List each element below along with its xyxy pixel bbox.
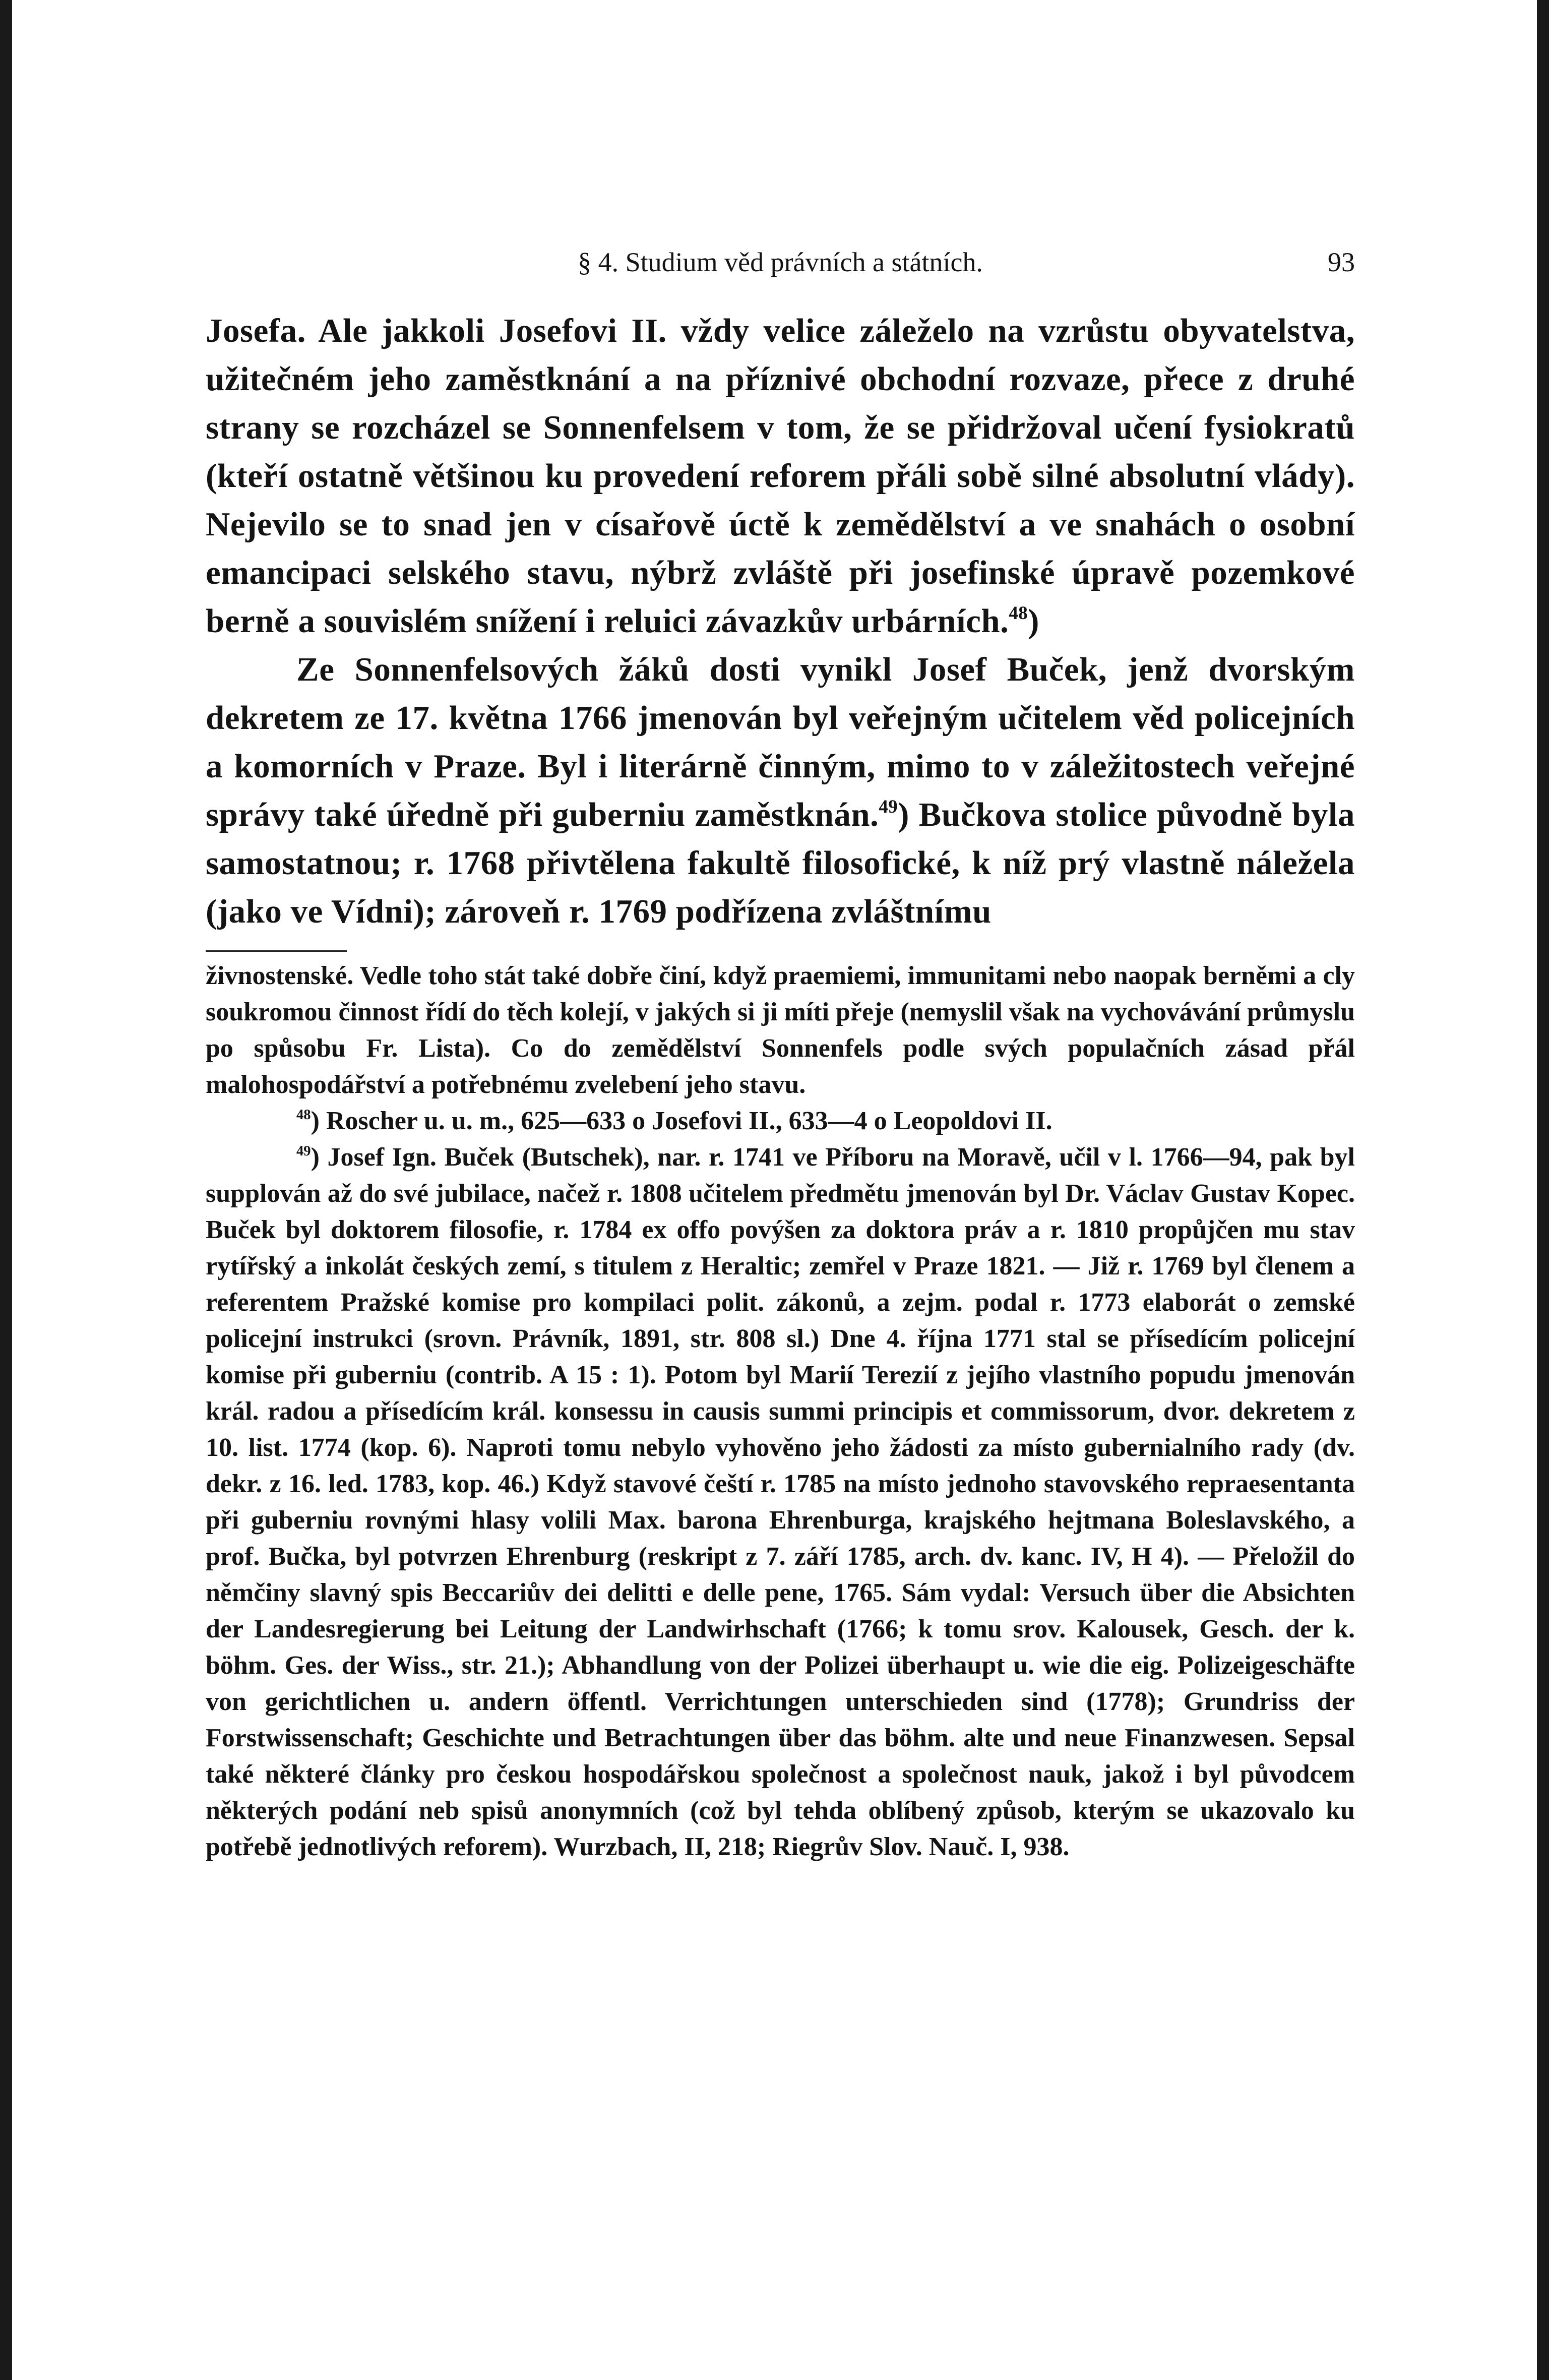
footnote-text: ) Josef Ign. Buček (Butschek), nar. r. 1741 ve Příboru na Moravě, učil v l. 1766—94, pak byl supplován až do své jubilace, načež r. 1808 učitelem předmětu jmenován byl Dr. Václav Gustav Kopec. Buček byl doktorem filosofie, r. 1784 ex offo povýšen za doktora práv a r. 1810 propůjčen mu stav rytířský a inkolát českých zemí, s titulem z Heraltic; zemřel v Praze 1821. — Již r. 1769 byl členem a referentem Pražské komise pro kompilaci polit. zákonů, a zejm. podal r. 1773 elaborát o zemské policejní instrukci (srovn. Právník, 1891, str. 808 sl.) Dne 4. října 1771 stal se přísedícím policejní komise při guberniu (contrib. A 15 : 1). Potom byl Marií Terezií z jejího vlastního popudu jmenován král. radou a přísedícím král. konsessu in causis summi principis et commissorum, dvor. dekretem z 10. list. 1774 (kop. 6). Naproti tomu nebylo vyhověno jeho žádosti za místo gubernialního rady (dv. dekr. z 16. led. 1783, kop. 46.) Když stavové čeští r. 1785 na místo jednoho stavovského repraesentanta při guberniu rovnými hlasy volili Max. barona Ehrenburga, krajského hejtmana Boleslavského, a prof. Bučka, byl potvrzen Ehrenburg (reskript z 7. září 1785, arch. dv. kanc. IV, H 4). — Přeložil do němčiny slavný spis Beccariův dei delitti e delle pene, 1765. Sám vydal: Versuch über die Absichten der Landesregierung bei Leitung der Landwirhschaft (1766; k tomu srov. Kalousek, Gesch. der k. böhm. Ges. der Wiss., str. 21.); Abhandlung von der Polizei überhaupt u. wie die eig. Polizeigeschäfte von gerichtlichen u. andern öffentl. Verrichtungen unterschieden sind (1778); Grundriss der Forstwissenschaft; Geschichte und Betrachtungen über das böhm. alte und neue Finanzwesen. Sepsal také některé články pro českou hospodářskou společnost a společnost nauk, jakož i byl původcem některých podání neb spisů anonymních (což byl tehda oblíbený způsob, kterým se ukazovalo ku potřebě jednotlivých reforem). Wurzbach, II, 218; Riegrův Slov. Nauč. I, 938. [206, 1143, 1355, 1861]
header-title: § 4. Studium věd právních a státních. [578, 247, 983, 277]
footnote-text: ) Roscher u. u. m., 625—633 o Josefovi II., 633—4 o Leopoldovi II. [311, 1107, 1052, 1135]
footnote-marker: 49 [296, 1143, 311, 1159]
footnote-ref: 49 [879, 796, 898, 817]
footnote-48 [206, 1103, 1355, 1139]
page-number: 93 [1328, 247, 1355, 277]
paragraph-text: Josefa. Ale jakkoli Josefovi II. vždy velice záleželo na vzrůstu obyvatelstva, užitečném jeho zaměstknání a na příznivé obchodní rozvaze, přece z druhé strany se rozcházel se Sonnenfelsem v tom, že se přidržoval učení fysiokratů (kteří ostatně většinou ku provedení reforem přáli sobě silné absolutní vlády). Nejevilo se to snad jen v císařově úctě k zemědělství a ve snahách o osobní emancipaci selského stavu, nýbrž zvláště při josefinské úpravě pozemkové berně a souvislém snížení i reluici závazkův urbárních. [206, 312, 1355, 640]
scan-edge-left [0, 0, 12, 2380]
paragraph [206, 307, 1355, 645]
footnote-49 [206, 1139, 1355, 1865]
scan-edge-right [1537, 0, 1549, 2380]
paragraph-text: ) Bučkova stolice původně byla samostatnou; r. 1768 přivtělena fakultě filosofické, k níž prý vlastně náležela (jako ve Vídni); zároveň r. 1769 podřízena zvláštnímu [206, 796, 1355, 930]
footnotes [206, 958, 1355, 1865]
paragraph-text: Ze Sonnenfelsových žáků dosti vynikl Josef Buček, jenž dvorským dekretem ze 17. května 1766 jmenován byl veřejným učitelem věd policejních a komorních v Praze. Byl i literárně činným, mimo to v záležitostech veřejné správy také úředně při guberniu zaměstknán. [206, 651, 1355, 833]
footnote-continuation [206, 958, 1355, 1103]
footnote-marker: 48 [296, 1107, 311, 1123]
footnote-ref: 48 [1009, 602, 1028, 624]
paragraph [206, 645, 1355, 936]
footnote-text: živnostenské. Vedle toho stát také dobře činí, když praemiemi, immunitami nebo naopak berněmi a cly soukromou činnost řídí do těch kolejí, v jakých si ji míti přeje (nemyslil však na vychovávání průmyslu po spůsobu Fr. Lista). Co do zemědělství Sonnenfels podle svých populačních zásad přál malohospodářství a potřebnému zvelebení jeho stavu. [206, 961, 1355, 1099]
footnote-divider [206, 950, 347, 952]
paragraph-text: ) [1028, 602, 1039, 640]
running-header [206, 242, 1355, 282]
book-page [206, 0, 1355, 2380]
main-text [206, 307, 1355, 936]
